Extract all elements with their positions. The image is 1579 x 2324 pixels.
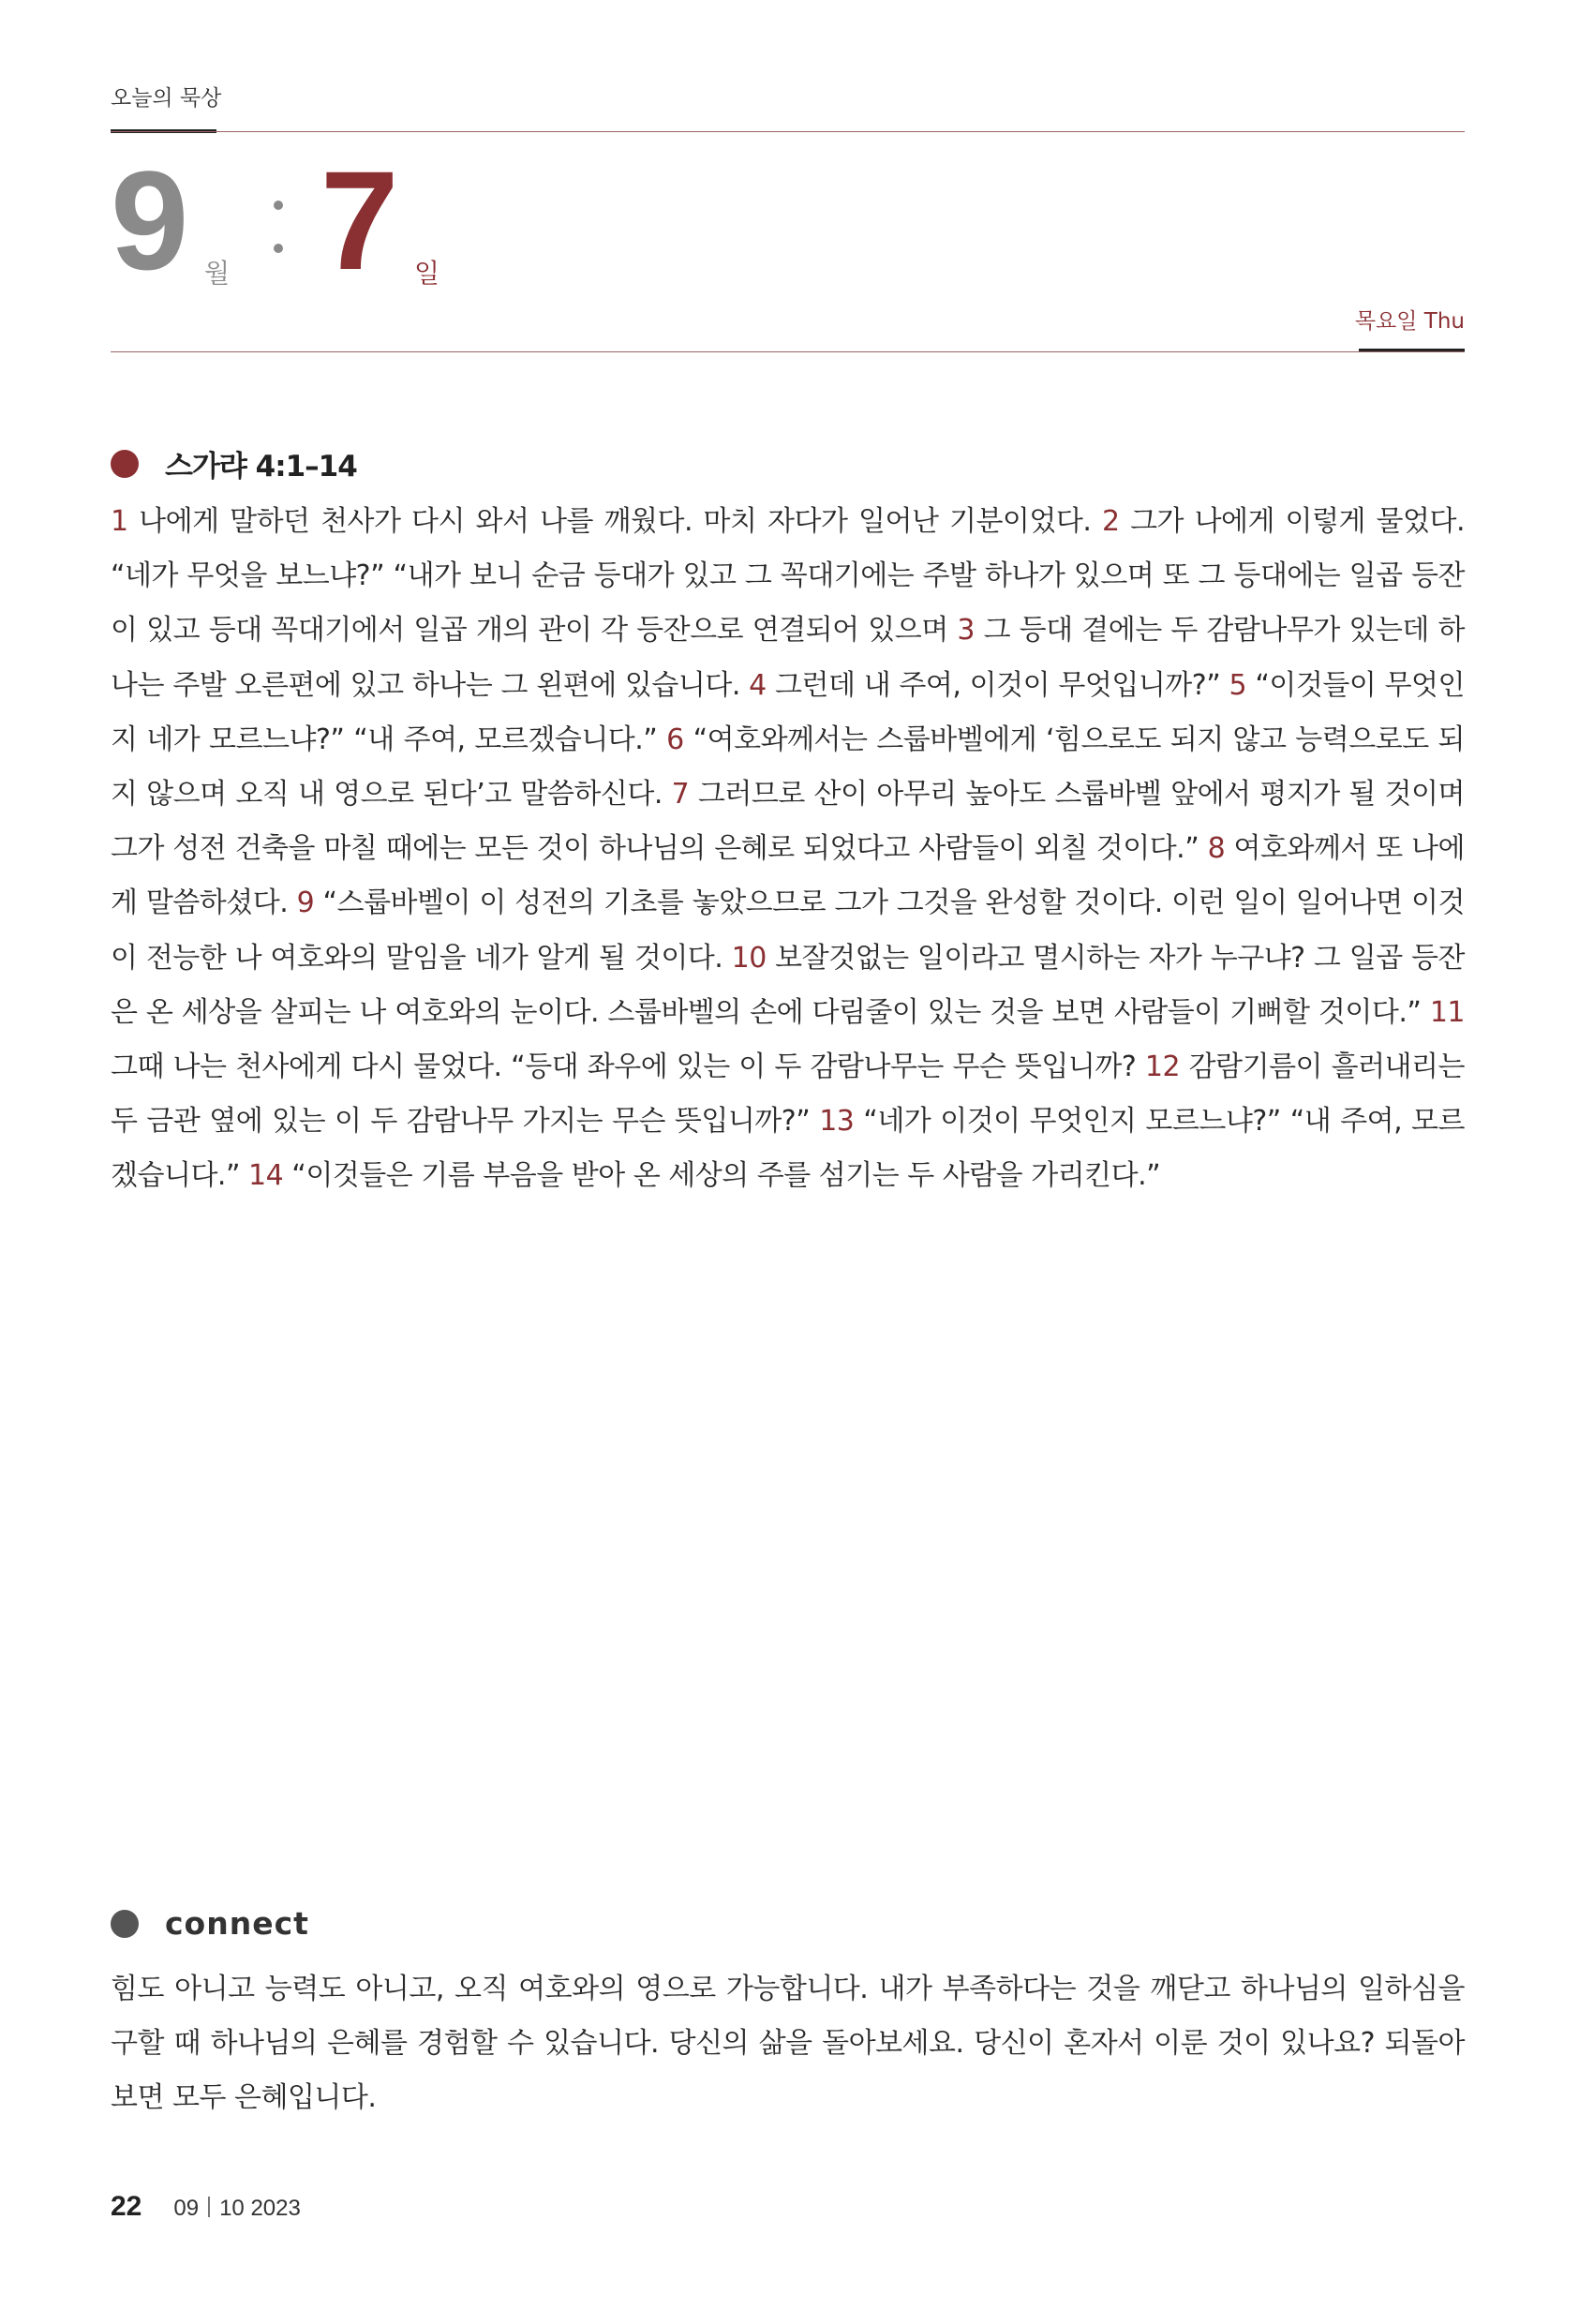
date-month-unit: 월 [204, 258, 231, 289]
header-divider [111, 131, 1465, 132]
verse-number: 14 [248, 1159, 284, 1193]
verse-text: 그때 나는 천사에게 다시 물었다. “등대 좌우에 있는 이 두 감람나무는 무슨 뜻입니까? [111, 1050, 1145, 1084]
issue-month-a: 09 [173, 2196, 200, 2221]
date-month: 9 [111, 142, 189, 299]
date-divider [111, 351, 1465, 352]
verse-text: 여호와께서 또 나에게 말씀하셨다. [111, 832, 1466, 920]
connect-bullet-icon [111, 1910, 139, 1938]
connect-title: connect [165, 1905, 309, 1942]
verse-number: 10 [731, 941, 767, 975]
verse-number: 4 [749, 668, 767, 702]
verse-number: 6 [666, 723, 684, 756]
verse-text: 보잘것없는 일이라고 멸시하는 자가 누구냐? 그 일곱 등잔은 온 세상을 살피는 나 여호와의 눈이다. 스룹바벨의 손에 다림줄이 있는 것을 보면 사람들이 기뻐할 것이다.” [111, 941, 1465, 1029]
date-colon [274, 197, 283, 257]
verse-text: “이것들이 무엇인지 네가 모르느냐?” “내 주여, 모르겠습니다.” [111, 668, 1466, 756]
date-day-unit: 일 [414, 258, 440, 289]
section-label: 오늘의 묵상 [111, 86, 222, 111]
verse-number: 12 [1144, 1050, 1181, 1084]
verse-number: 7 [671, 778, 690, 812]
verse-number: 8 [1207, 832, 1226, 866]
reading-heading [111, 442, 357, 484]
weekday-label: 목요일 Thu [1354, 309, 1465, 334]
scripture-text [111, 495, 1465, 1204]
verse-text: 그가 나에게 이렇게 물었다. “네가 무엇을 보느냐?” “내가 보니 순금 등대가 있고 그 꼭대기에는 주발 하나가 있으며 또 그 등대에는 일곱 등잔이 있고 등대 꼭대기에서 일곱 개의 관이 각 등잔으로 연결되어 있으며 [111, 505, 1465, 648]
issue-separator [208, 2197, 210, 2217]
verse-number: 2 [1101, 505, 1120, 538]
verse-number: 9 [296, 886, 315, 920]
scripture-reference: 스가랴 4:1–14 [165, 450, 357, 484]
reading-bullet-icon [111, 450, 139, 478]
connect-body: 힘도 아니고 능력도 아니고, 오직 여호와의 영으로 가능합니다. 내가 부족하다는 것을 깨닫고 하나님의 일하심을 구할 때 하나님의 은혜를 경험할 수 있습니다. 당신의 삶을 돌아보세요. 당신이 혼자서 이룬 것이 있나요? 되돌아보면 모두 은혜입니다. [111, 1973, 1465, 2114]
verse-text: “스룹바벨이 이 성전의 기초를 놓았으므로 그가 그것을 완성할 것이다. 이런 일이 일어나면 이것이 전능한 나 여호와의 말임을 네가 알게 될 것이다. [111, 886, 1465, 975]
verse-number: 3 [957, 614, 975, 648]
verse-number: 5 [1229, 668, 1247, 702]
connect-heading [111, 1905, 309, 1942]
verse-text: 감람기름이 흘러내리는 두 금관 옆에 있는 이 두 감람나무 가지는 무슨 뜻입니까?” [111, 1050, 1466, 1139]
date-day: 7 [320, 142, 399, 299]
issue-label [173, 2196, 300, 2222]
verse-text: 그 등대 곁에는 두 감람나무가 있는데 하나는 주발 오른편에 있고 하나는 그 왼편에 있습니다. [111, 614, 1466, 702]
verse-text: “여호와께서는 스룹바벨에게 ‘힘으로도 되지 않고 능력으로도 되지 않으며 오직 내 영으로 된다’고 말씀하신다. [111, 723, 1465, 812]
verse-text: 나에게 말하던 천사가 다시 와서 나를 깨웠다. 마치 자다가 일어난 기분이었다. [127, 505, 1102, 538]
page-footer [111, 2191, 301, 2223]
page-number: 22 [111, 2191, 142, 2222]
issue-year: 2023 [250, 2196, 301, 2221]
verse-text: “네가 이것이 무엇인지 모르느냐?” “내 주여, 모르겠습니다.” [111, 1105, 1466, 1193]
verse-number: 13 [819, 1105, 855, 1139]
verse-text: “이것들은 기름 부음을 받아 온 세상의 주를 섬기는 두 사람을 가리킨다.” [283, 1159, 1161, 1193]
issue-month-b: 10 [219, 2196, 245, 2221]
verse-number: 11 [1429, 995, 1465, 1029]
verse-number: 1 [111, 505, 128, 538]
verse-text: 그러므로 산이 아무리 높아도 스룹바벨 앞에서 평지가 될 것이며 그가 성전 건축을 마칠 때에는 모든 것이 하나님의 은혜로 되었다고 사람들이 외칠 것이다.” [111, 778, 1465, 866]
verse-text: 그런데 내 주여, 이것이 무엇입니까?” [766, 668, 1229, 702]
